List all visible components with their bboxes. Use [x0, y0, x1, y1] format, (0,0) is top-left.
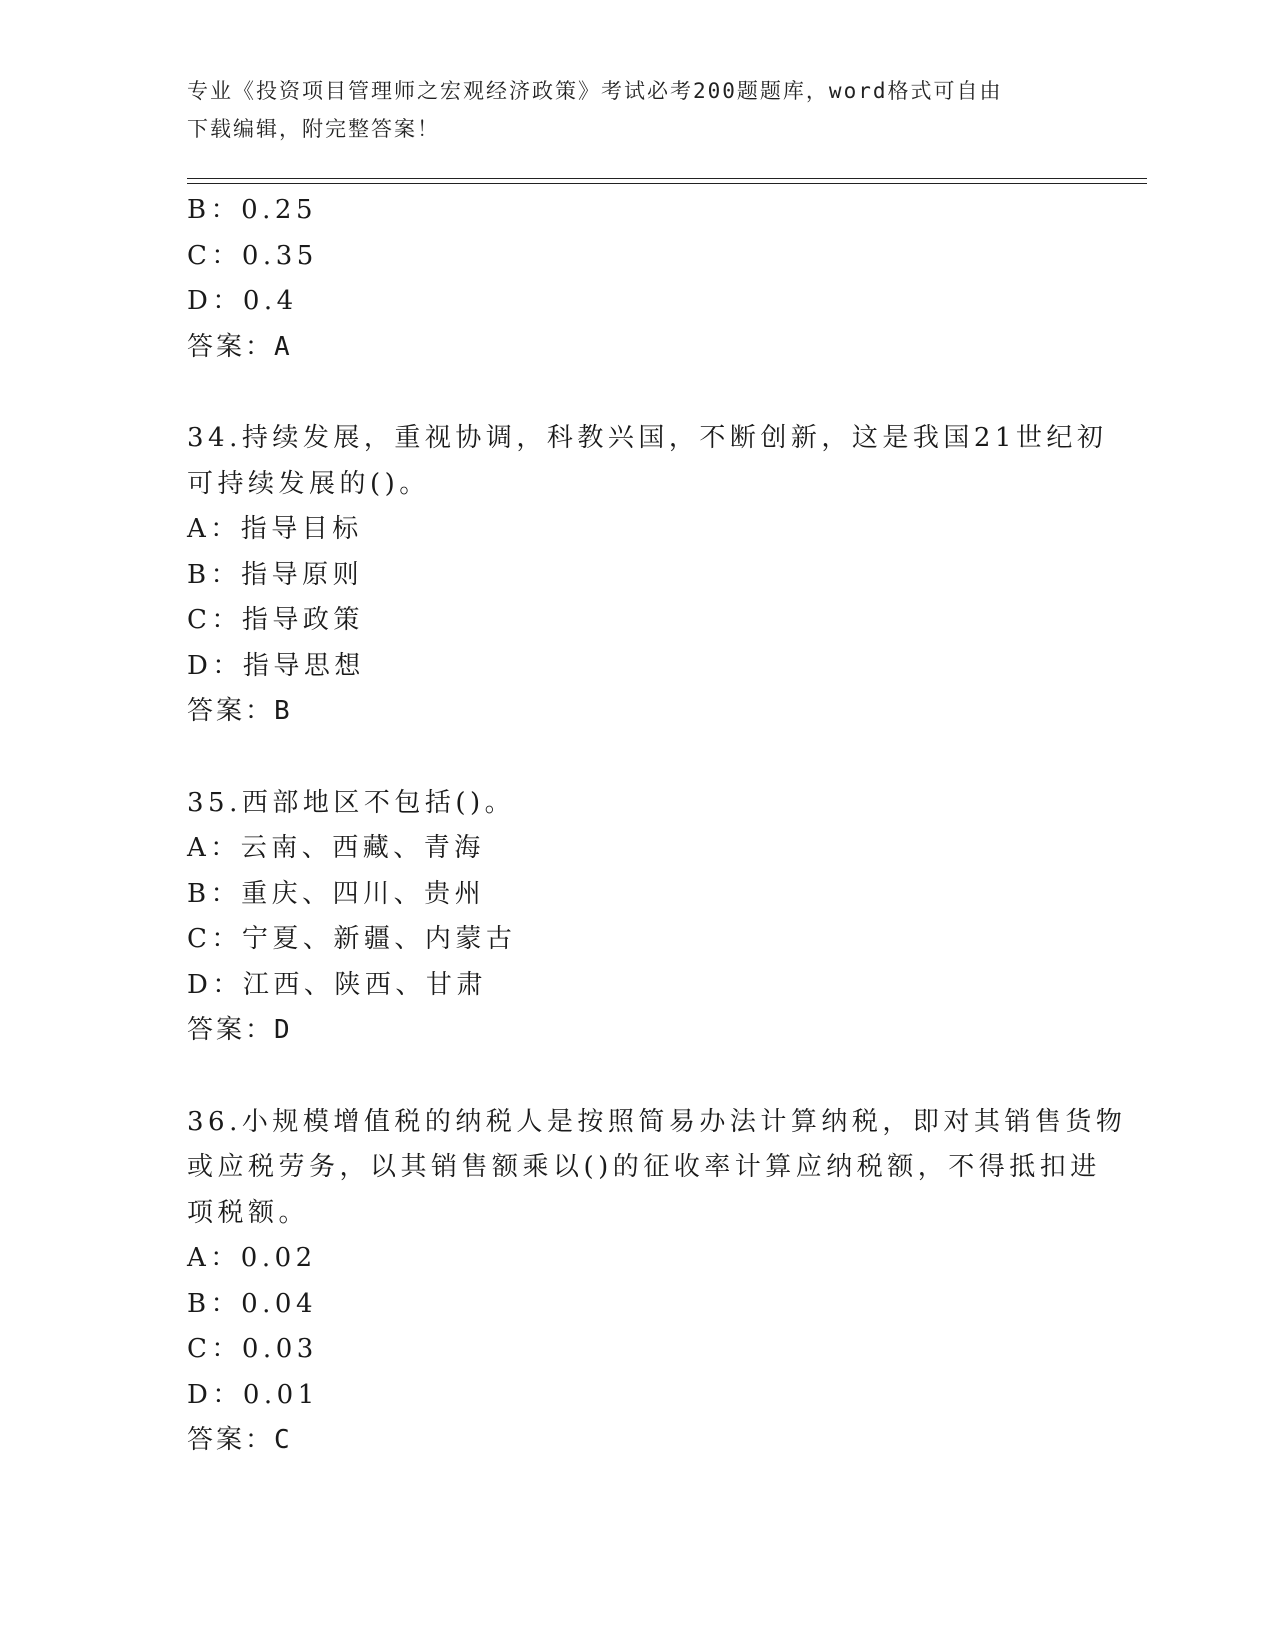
header-divider-bottom — [187, 183, 1147, 184]
question-stem-line: 或应税劳务，以其销售额乘以()的征收率计算应纳税额，不得抵扣进 — [187, 1152, 1101, 1182]
question-stem-line: 36.小规模增值税的纳税人是按照简易办法计算纳税，即对其销售货物 — [187, 1106, 1127, 1137]
question-stem-line: 项税额。 — [187, 1197, 310, 1228]
option-c: C：0.03 — [187, 1334, 318, 1364]
option-c: C：指导政策 — [187, 605, 364, 635]
answer-line: 答案：D — [187, 1015, 293, 1045]
option-d: D：0.4 — [187, 286, 298, 316]
spacer — [187, 1054, 1087, 1100]
option-b: B：0.25 — [187, 195, 317, 225]
option-b: B：0.04 — [187, 1288, 317, 1319]
question-34 — [187, 416, 1108, 735]
question-stem-line: 35.西部地区不包括()。 — [187, 787, 516, 818]
question-35 — [187, 781, 1087, 1054]
option-d: D：江西、陕西、甘肃 — [187, 969, 487, 1000]
answer-line: 答案：A — [187, 331, 293, 362]
option-a: A：0.02 — [187, 1243, 317, 1273]
answer-line: 答案：B — [187, 696, 293, 726]
option-c: C：0.35 — [187, 240, 318, 271]
option-b: B：重庆、四川、贵州 — [187, 878, 486, 909]
question-36 — [187, 1100, 1127, 1464]
option-a: A：指导目标 — [187, 514, 363, 544]
document-header — [187, 72, 1087, 148]
answer-line: 答案：C — [187, 1425, 293, 1455]
question-33-continued — [187, 188, 1087, 370]
option-b: B：指导原则 — [187, 559, 364, 590]
header-divider-top — [187, 178, 1147, 179]
question-stem-line: 34.持续发展，重视协调，科教兴国，不断创新，这是我国21世纪初 — [187, 423, 1108, 453]
question-stem-line: 可持续发展的()。 — [187, 468, 430, 499]
spacer — [187, 370, 1087, 416]
spacer — [187, 735, 1087, 781]
document-body — [187, 188, 1127, 1464]
option-d: D：0.01 — [187, 1379, 319, 1410]
header-line-1: 专业《投资项目管理师之宏观经济政策》考试必考200题题库，word格式可自由 — [187, 79, 1003, 103]
option-d: D：指导思想 — [187, 650, 365, 681]
option-c: C：宁夏、新疆、内蒙古 — [187, 924, 517, 954]
option-a: A：云南、西藏、青海 — [187, 833, 485, 863]
header-line-2: 下载编辑，附完整答案！ — [187, 117, 440, 141]
